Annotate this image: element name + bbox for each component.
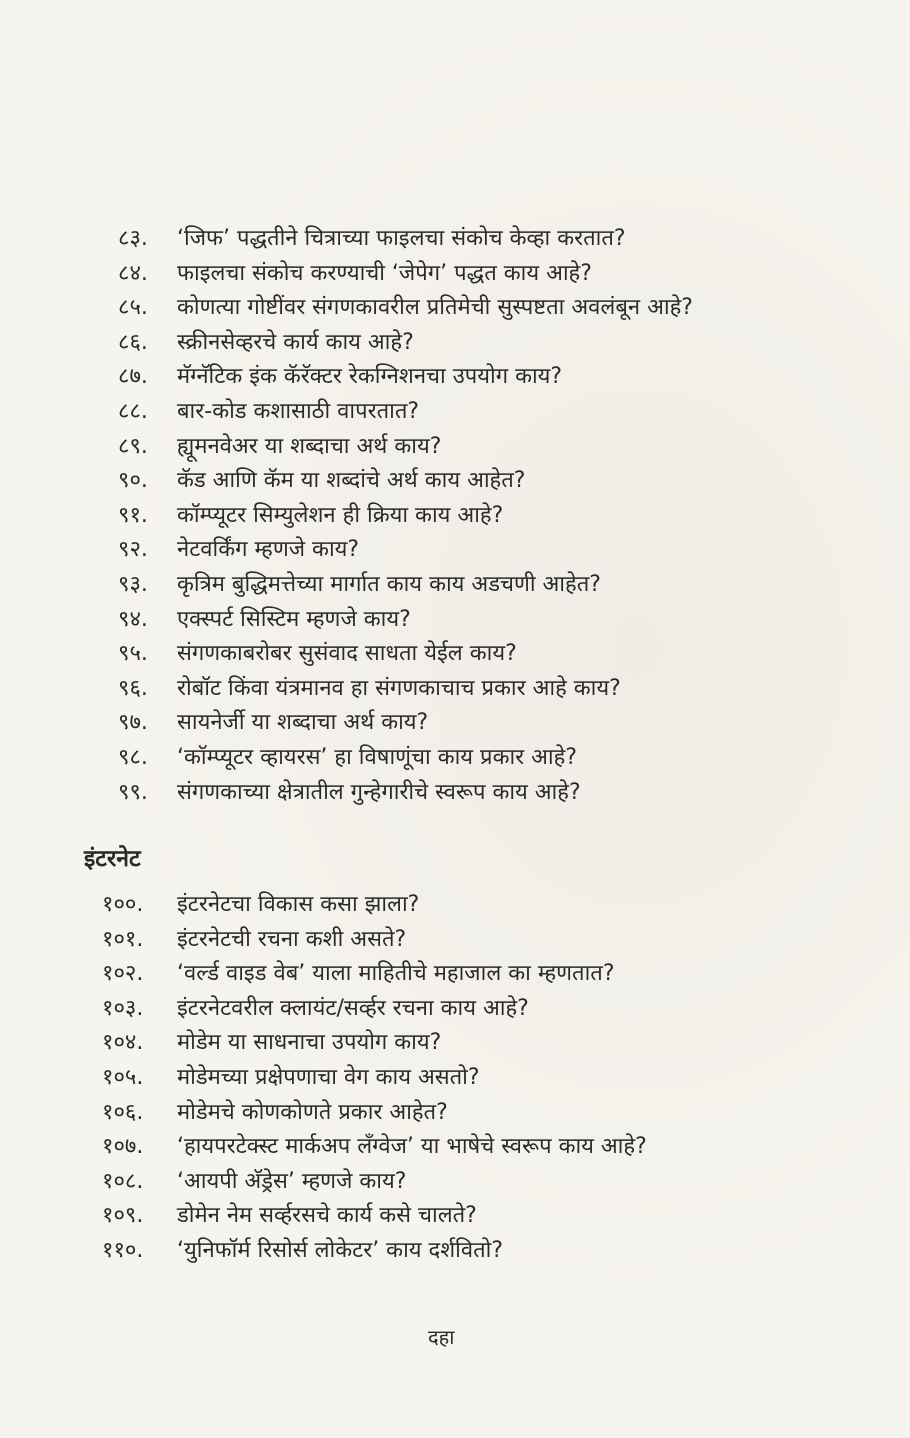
- question-text: मोडेमच्या प्रक्षेपणाचा वेग काय असतो?: [177, 1064, 480, 1090]
- question-text: इंटरनेटवरील क्लायंट/सर्व्हर रचना काय आहे?: [177, 995, 529, 1021]
- question-number: १०४.: [102, 1030, 144, 1056]
- question-number: १०७.: [102, 1134, 144, 1160]
- question-text: ‘हायपरटेक्स्ट मार्कअप लॅंग्वेज’ या भाषेचे स्वरूप काय आहे?: [177, 1134, 647, 1160]
- question-text: इंटरनेटचा विकास कसा झाला?: [177, 892, 420, 917]
- question-text: कोणत्या गोष्टींवर संगणकावरील प्रतिमेची सुस्पष्टता अवलंबून आहे?: [177, 295, 693, 321]
- question-number: ८४.: [118, 260, 148, 286]
- question-text: ह्यूमनवेअर या शब्दाचा अर्थ काय?: [177, 433, 442, 459]
- question-text: रोबॉट किंवा यंत्रमानव हा संगणकाचाच प्रकार आहे काय?: [177, 675, 621, 701]
- question-number: ९४.: [118, 606, 148, 632]
- question-number: १०२.: [102, 961, 144, 987]
- question-number: ८९.: [118, 433, 148, 459]
- question-text: फाइलचा संकोच करण्याची ‘जेपेग’ पद्धत काय आहे?: [177, 260, 592, 286]
- question-text: ‘वर्ल्ड वाइड वेब’ याला माहितीचे महाजाल का म्हणतात?: [177, 961, 615, 987]
- page-number: दहा: [428, 1325, 455, 1349]
- question-text: मोडेमचे कोणकोणते प्रकार आहेत?: [177, 1099, 448, 1125]
- question-number: ९१.: [118, 502, 148, 528]
- question-number: ९६.: [118, 675, 148, 701]
- question-number: १०६.: [102, 1099, 144, 1125]
- question-number: १०५.: [102, 1064, 144, 1090]
- question-number: १०३.: [102, 995, 144, 1021]
- question-text: संगणकाच्या क्षेत्रातील गुन्हेगारीचे स्वरूप काय आहे?: [177, 779, 581, 805]
- question-text: कृत्रिम बुद्धिमत्तेच्या मार्गात काय काय अडचणी आहेत?: [177, 571, 601, 597]
- question-text: बार-कोड कशासाठी वापरतात?: [177, 398, 420, 424]
- question-number: ९९.: [118, 779, 148, 805]
- question-text: ‘आयपी अ‍ॅड्रेस’ म्हणजे काय?: [177, 1168, 407, 1194]
- question-text: स्क्रीनसेव्हरचे कार्य काय आहे?: [177, 329, 414, 355]
- question-number: १०९.: [102, 1203, 144, 1229]
- question-number: ८५.: [118, 295, 148, 321]
- question-text: कॉम्प्यूटर सिम्युलेशन ही क्रिया काय आहे?: [177, 502, 504, 528]
- question-text: कॅड आणि कॅम या शब्दांचे अर्थ काय आहेत?: [177, 468, 526, 494]
- question-text: सायनेर्जी या शब्दाचा अर्थ काय?: [177, 710, 429, 736]
- question-text: संगणकाबरोबर सुसंवाद साधता येईल काय?: [177, 641, 517, 667]
- question-number: ८८.: [118, 398, 148, 424]
- question-number: ८७.: [118, 364, 148, 390]
- question-number: ९२.: [118, 537, 148, 563]
- question-text: मॅग्नॅटिक इंक कॅरॅक्टर रेकग्निशनचा उपयोग काय?: [177, 364, 563, 390]
- question-number: ९०.: [118, 468, 148, 494]
- section-heading: इंटरनेट: [84, 846, 141, 872]
- question-text: एक्स्पर्ट सिस्टिम म्हणजे काय?: [177, 606, 411, 632]
- question-text: नेटवर्किंग म्हणजे काय?: [177, 537, 360, 563]
- question-number: ८३.: [118, 226, 148, 251]
- question-text: इंटरनेटची रचना कशी असते?: [177, 926, 407, 952]
- question-number: ११०.: [102, 1237, 144, 1263]
- question-number: ९५.: [118, 641, 148, 667]
- question-number: ९३.: [118, 571, 148, 597]
- question-number: १०१.: [102, 926, 144, 952]
- question-text: मोडेम या साधनाचा उपयोग काय?: [177, 1030, 442, 1056]
- question-number: १००.: [102, 892, 144, 917]
- question-text: डोमेन नेम सर्व्हरसचे कार्य कसे चालते?: [177, 1203, 477, 1229]
- question-text: ‘जिफ’ पद्धतीने चित्राच्या फाइलचा संकोच केव्हा करतात?: [177, 226, 626, 251]
- question-text: ‘कॉम्प्यूटर व्हायरस’ हा विषाणूंचा काय प्रकार आहे?: [177, 744, 577, 770]
- question-text: ‘युनिफॉर्म रिसोर्स लोकेटर’ काय दर्शवितो?: [177, 1237, 504, 1263]
- question-number: ९८.: [118, 744, 148, 770]
- question-number: ८६.: [118, 329, 148, 355]
- question-number: ९७.: [118, 710, 148, 736]
- question-number: १०८.: [102, 1168, 144, 1194]
